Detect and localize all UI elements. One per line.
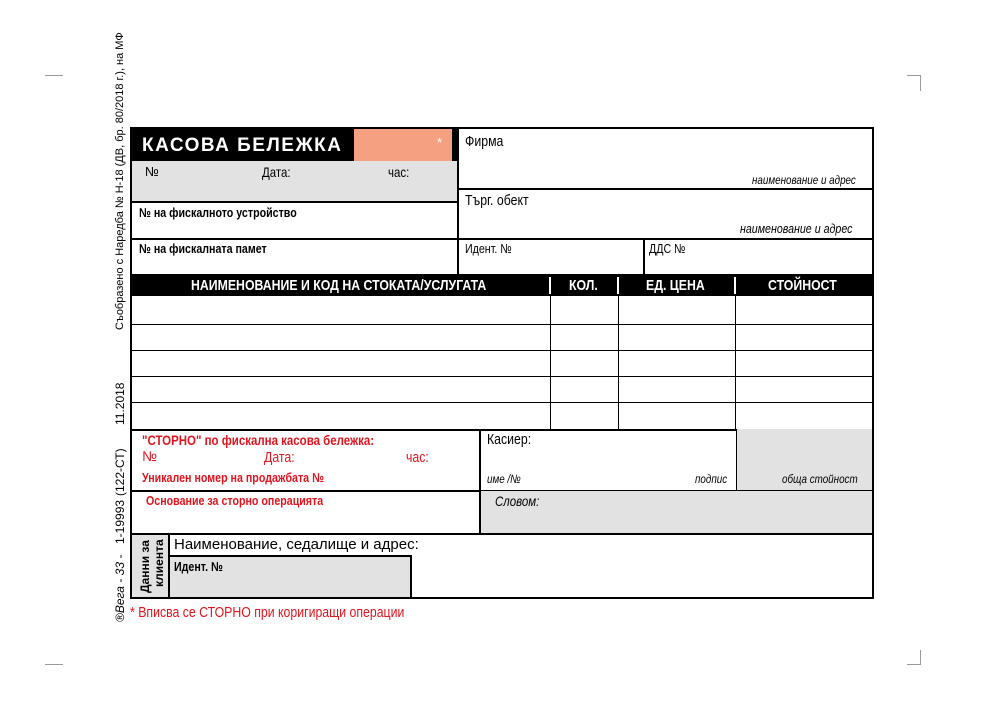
fiscal-memory-label: № на фискалната памет bbox=[139, 241, 267, 256]
fiscal-device-label: № на фискалното устройство bbox=[139, 205, 297, 220]
table-row[interactable] bbox=[132, 377, 872, 402]
receipt-no-label: № bbox=[145, 164, 159, 179]
asterisk-mark: * bbox=[437, 135, 443, 150]
crop-mark bbox=[907, 664, 921, 665]
time-label: час: bbox=[388, 164, 410, 180]
divider bbox=[457, 129, 459, 274]
print-code: (122-СТ) bbox=[113, 448, 127, 496]
crop-mark bbox=[45, 664, 63, 665]
divider bbox=[457, 238, 872, 240]
in-words-label: Словом: bbox=[495, 493, 540, 509]
publisher-mark: ®Вега - 33 - bbox=[113, 554, 127, 622]
signature-label: подпис bbox=[695, 472, 728, 486]
col-price-header: ЕД. ЦЕНА bbox=[646, 277, 705, 294]
footnote: * Вписва се СТОРНО при коригиращи операции bbox=[130, 604, 405, 621]
divider bbox=[457, 188, 872, 190]
storno-no-label: № bbox=[142, 448, 158, 464]
in-words-field[interactable] bbox=[481, 491, 872, 533]
crop-mark bbox=[907, 75, 921, 76]
header-separator bbox=[549, 277, 551, 294]
divider bbox=[132, 201, 457, 203]
client-side-label-1: Данни за bbox=[138, 540, 152, 593]
header-separator bbox=[617, 277, 619, 294]
serial-number: 1-19993 bbox=[113, 499, 127, 544]
vat-label: ДДС № bbox=[649, 241, 686, 256]
shop-hint: наименование и адрес bbox=[740, 221, 853, 236]
firm-hint: наименование и адрес bbox=[752, 173, 856, 187]
storno-title: "СТОРНО" по фискална касова бележка: bbox=[142, 432, 375, 448]
crop-mark bbox=[45, 75, 63, 76]
storno-reason-label: Основание за сторно операцията bbox=[146, 493, 324, 508]
client-name-label: Наименование, седалище и адрес: bbox=[174, 536, 419, 553]
crop-mark bbox=[920, 75, 921, 91]
cashier-label: Касиер: bbox=[487, 431, 532, 448]
client-ident-label: Идент. № bbox=[174, 559, 223, 574]
divider bbox=[132, 490, 479, 492]
col-total-header: СТОЙНОСТ bbox=[768, 277, 837, 294]
divider bbox=[132, 533, 872, 535]
shop-label: Търг. обект bbox=[465, 192, 529, 209]
table-row[interactable] bbox=[132, 403, 872, 429]
ident-label: Идент. № bbox=[465, 241, 512, 256]
col-name-header: НАИМЕНОВАНИЕ И КОД НА СТОКАТА/УСЛУГАТА bbox=[191, 277, 487, 294]
receipt-title: КАСОВА БЕЛЕЖКА bbox=[142, 135, 343, 156]
firm-label: Фирма bbox=[465, 133, 504, 150]
unique-sale-label: Уникален номер на продажбата № bbox=[142, 470, 324, 485]
divider bbox=[643, 238, 645, 274]
table-row[interactable] bbox=[132, 296, 872, 324]
crop-mark bbox=[920, 650, 921, 665]
date-label: Дата: bbox=[262, 164, 291, 180]
compliance-text: Съобразено с Наредба № Н-18 (ДВ, бр. 80/2018 г.), на МФ bbox=[114, 32, 126, 330]
divider bbox=[132, 238, 457, 240]
cashier-name-label: име /№ bbox=[487, 472, 521, 486]
table-row[interactable] bbox=[132, 351, 872, 376]
storno-date-label: Дата: bbox=[264, 449, 295, 466]
header-separator bbox=[734, 277, 736, 294]
receipt-form bbox=[130, 127, 874, 599]
client-side-label-2: клиента bbox=[152, 539, 166, 587]
table-row[interactable] bbox=[132, 325, 872, 350]
total-label: обща стойност bbox=[782, 472, 858, 486]
col-qty-header: КОЛ. bbox=[569, 277, 598, 294]
storno-time-label: час: bbox=[406, 449, 429, 466]
date-code: 11.2018 bbox=[113, 382, 127, 425]
